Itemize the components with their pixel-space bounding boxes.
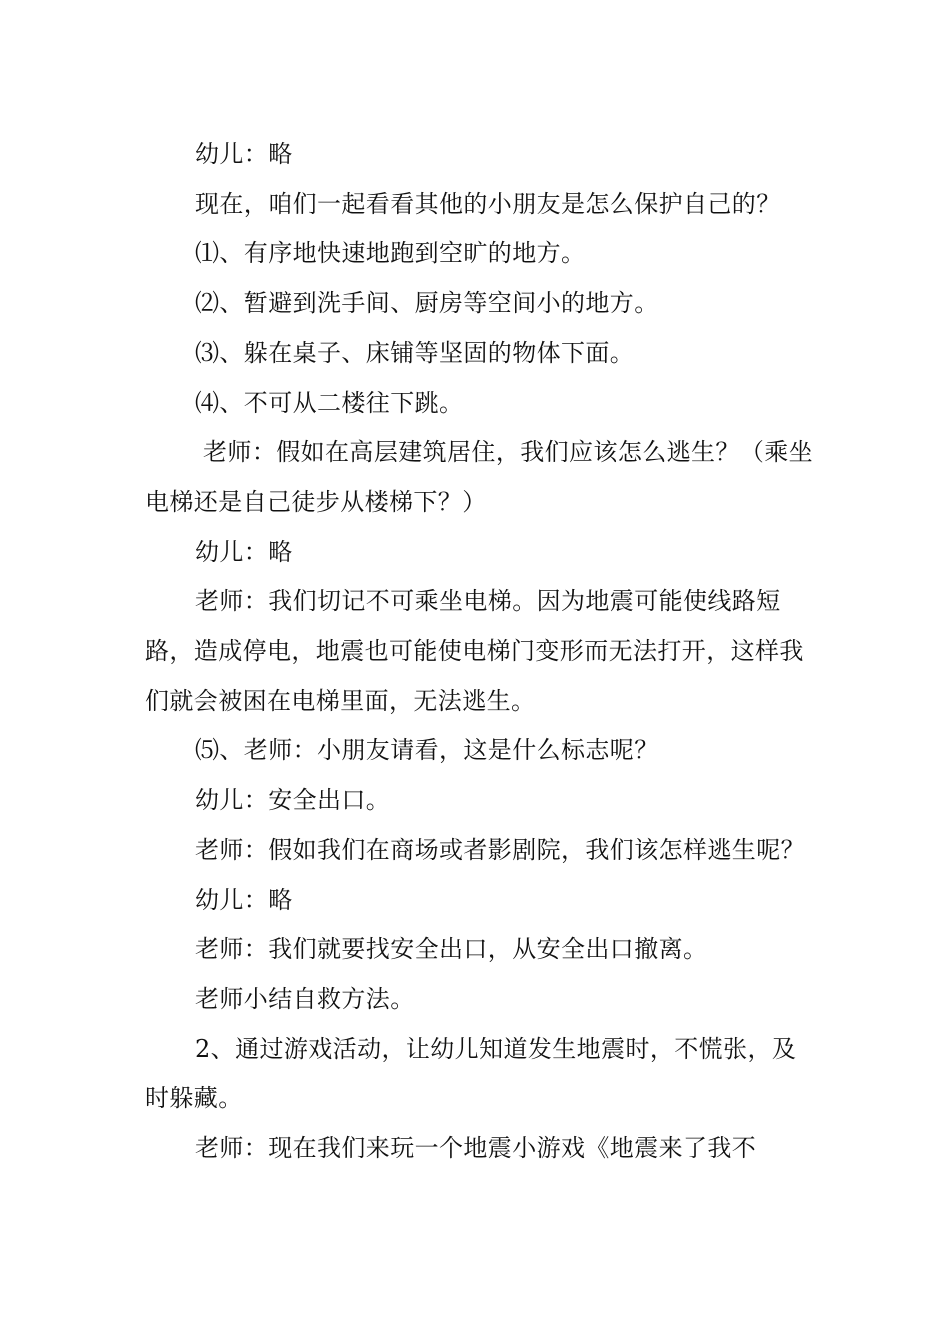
- paragraph-summary: 老师小结自救方法。: [195, 984, 415, 1013]
- paragraph-item-3: ⑶、躲在桌子、床铺等坚固的物体下面。: [195, 338, 635, 367]
- document-body: [145, 130, 815, 1174]
- paragraph-child-reply-1: 幼儿：略: [195, 140, 293, 168]
- paragraph-child-reply-3: 幼儿：略: [195, 885, 293, 914]
- paragraph-item-1: ⑴、有序地快速地跑到空旷的地方。: [195, 239, 586, 268]
- paragraph-teacher-highrise: 老师：假如在高层建筑居住，我们应该怎么逃生？（乘坐电梯还是自己徒步从楼梯下？）: [145, 438, 814, 516]
- paragraph-child-reply-2: 幼儿：略: [195, 537, 293, 566]
- paragraph-teacher-game: 老师：现在我们来玩一个地震小游戏《地震来了我不: [195, 1134, 757, 1163]
- paragraph-item-2: ⑵、暂避到洗手间、厨房等空间小的地方。: [195, 289, 659, 318]
- paragraph-teacher-elevator: 老师：我们切记不可乘坐电梯。因为地震可能使线路短路，造成停电，地震也可能使电梯门变形而无法打开，这样我们就会被困在电梯里面，无法逃生。: [145, 587, 804, 715]
- paragraph-question-intro: 现在，咱们一起看看其他的小朋友是怎么保护自己的？: [195, 189, 781, 218]
- paragraph-item-4: ⑷、不可从二楼往下跳。: [195, 388, 464, 417]
- paragraph-child-exit: 幼儿：安全出口。: [195, 786, 391, 815]
- paragraph-item-5: ⑸、老师：小朋友请看，这是什么标志呢？: [195, 736, 659, 765]
- paragraph-teacher-mall: 老师：假如我们在商场或者影剧院，我们该怎样逃生呢？: [195, 835, 805, 864]
- paragraph-teacher-exit: 老师：我们就要找安全出口，从安全出口撤离。: [195, 935, 708, 964]
- paragraph-game-activity: 2、通过游戏活动，让幼儿知道发生地震时，不慌张，及时躲藏。: [145, 1034, 797, 1113]
